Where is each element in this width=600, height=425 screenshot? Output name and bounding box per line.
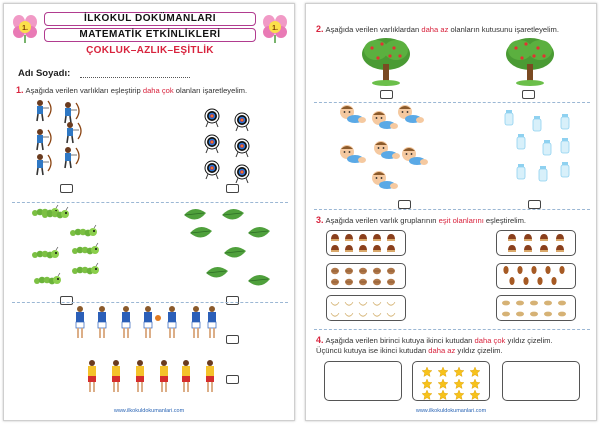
answer-box[interactable] (226, 296, 239, 305)
star-icon (438, 379, 448, 389)
answer-box[interactable] (60, 184, 73, 193)
leaf-icon (224, 247, 246, 258)
target-icon (205, 109, 219, 127)
leaf-icon (190, 227, 212, 238)
section-separator (12, 302, 288, 303)
targets-group (204, 108, 264, 186)
target-icon (205, 161, 219, 179)
archer-icon (65, 147, 79, 168)
cashew-icon (331, 302, 395, 317)
section-separator (12, 202, 288, 203)
walnut-icon (331, 268, 395, 285)
answer-box[interactable] (60, 296, 73, 305)
target-icon (235, 165, 249, 183)
basketball-player-icon (160, 360, 168, 392)
target-icon (235, 113, 249, 131)
question-2: 2. Aşağıda verilen varlıklardan daha az olanların kutusunu işaretleyelim. (316, 24, 559, 34)
name-label: Adı Soyadı: (18, 68, 71, 79)
leaf-icon (222, 209, 244, 220)
question-1: 1. Aşağıda verilen varlıkları eşleştirip daha çok olanları işaretleyelim. (16, 85, 248, 95)
leaf-icon (184, 209, 206, 220)
leaf-icon (248, 227, 270, 238)
draw-box-more-stars[interactable] (324, 361, 402, 401)
star-icon (470, 379, 480, 389)
leaves-group (184, 207, 274, 295)
caterpillar-icon (32, 247, 59, 258)
target-icon (235, 139, 249, 157)
leaf-icon (248, 275, 270, 286)
stars-group (412, 361, 490, 401)
basketball-player-icon (136, 360, 144, 392)
flower-icon (262, 13, 288, 43)
star-icon (422, 390, 432, 400)
name-input-line[interactable] (80, 77, 190, 78)
basketball-players-group (66, 306, 226, 402)
star-icon (422, 367, 432, 377)
basketball-player-icon (112, 360, 120, 392)
cashew-icon (502, 301, 566, 317)
star-icon (470, 367, 480, 377)
worksheet-page-right (305, 3, 597, 421)
archers-group (34, 99, 94, 179)
basketball-player-icon (208, 306, 216, 338)
star-icon (470, 390, 480, 400)
caterpillars-group (32, 207, 104, 289)
star-icon (454, 379, 464, 389)
basketball-player-icon (122, 306, 130, 338)
flower-number: 1. (22, 25, 28, 32)
basketball-player-icon (98, 306, 106, 338)
worksheet-header (10, 9, 290, 65)
answer-box[interactable] (226, 335, 239, 344)
archer-icon (37, 100, 51, 121)
answer-box[interactable] (226, 375, 239, 384)
basketball-player-icon (88, 360, 96, 392)
question-3: 3. Aşağıda verilen varlık gruplarının eşit olanlarını eşleştirelim. (316, 215, 527, 225)
basketball-player-icon (182, 360, 190, 392)
caterpillar-icon (70, 225, 97, 236)
footer-url[interactable]: www.ilkokuldokumanlari.com (415, 408, 487, 414)
walnut-icon (503, 266, 564, 285)
header-subtitle: ÇOKLUK–AZLIK–EŞİTLİK (86, 45, 214, 56)
question-4: 4. Aşağıda verilen birinci kutuya ikinci kutudan daha çok yıldız çizelim. (316, 335, 553, 345)
basketball-player-icon (192, 306, 200, 338)
leaf-icon (206, 267, 228, 278)
header-title-2: MATEMATİK ETKİNLİKLERİ (44, 28, 256, 42)
food-items-layer (306, 4, 597, 421)
star-icon (454, 390, 464, 400)
basketball-player-icon (206, 360, 214, 392)
archer-icon (37, 154, 51, 175)
archer-icon (65, 102, 79, 123)
footer-url[interactable]: www.ilkokuldokumanlari.com (113, 408, 185, 414)
chestnut-icon (331, 234, 395, 252)
basketball-player-icon (76, 306, 84, 338)
target-icon (205, 135, 219, 153)
caterpillar-icon (72, 243, 99, 254)
draw-box-fewer-stars[interactable] (502, 361, 580, 401)
flower-icon (12, 13, 38, 43)
caterpillar-icon (34, 273, 61, 284)
chestnut-icon (508, 234, 564, 252)
basketball-icon (155, 315, 161, 321)
worksheet-page-left (3, 3, 295, 421)
flower-number: 1. (272, 25, 278, 32)
star-icon (438, 367, 448, 377)
basketball-player-icon (168, 306, 176, 338)
question-4-line-2: Üçüncü kutuya ise ikinci kutudan daha az yıldız çizelim. (316, 346, 503, 355)
star-icon (438, 390, 448, 400)
star-icon (454, 367, 464, 377)
archer-icon (67, 122, 81, 143)
caterpillar-icon (72, 263, 99, 274)
answer-box[interactable] (226, 184, 239, 193)
section-separator (314, 329, 590, 330)
archer-icon (37, 129, 51, 150)
star-icon (422, 379, 432, 389)
basketball-player-icon (144, 306, 152, 338)
header-title-1: İLKOKUL DOKÜMANLARI (44, 12, 256, 26)
